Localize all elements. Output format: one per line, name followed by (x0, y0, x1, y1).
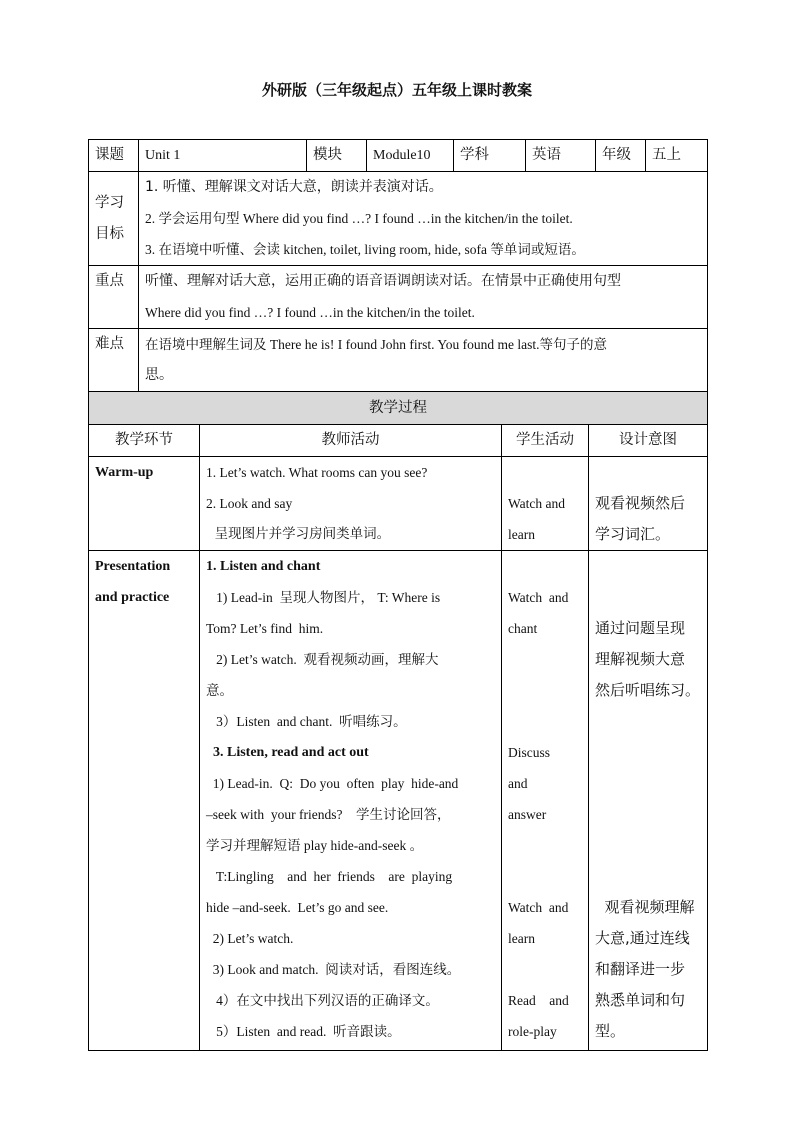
teacher-line: 2. Look and say (206, 496, 293, 511)
intent-line: 通过问题呈现 (595, 619, 686, 637)
focus-content (139, 266, 708, 329)
subject-label: 学科 (454, 140, 526, 172)
grade-value: 五上 (646, 140, 708, 172)
intent-line: 学习词汇。 (595, 525, 671, 543)
presentation-student (502, 551, 589, 1051)
difficulty-line: 在语境中理解生词及 There he is! I found John first. You found me last.等句子的意 (145, 337, 607, 352)
intent-line: 然后听唱练习。 (595, 681, 701, 699)
teacher-line: T:Lingling and her friends are playing (206, 869, 453, 884)
student-line (508, 644, 588, 675)
goal-item: 1. 听懂、理解课文对话大意，朗读并表演对话。 (145, 179, 443, 195)
teacher-line: 学习并理解短语 play hide-and-seek 。 (206, 838, 424, 853)
col-header-teacher: 教师活动 (200, 425, 502, 457)
intent-line (595, 551, 707, 582)
difficulty-line: 思。 (145, 367, 173, 383)
header-row (89, 140, 708, 172)
goals-content (139, 172, 708, 266)
intent-line: 熟悉单词和句 (595, 991, 686, 1009)
module-label: 模块 (307, 140, 367, 172)
intent-line: 观看视频然后 (595, 494, 686, 512)
grade-label: 年级 (596, 140, 646, 172)
teacher-line: Tom? Let’s find him. (206, 621, 324, 636)
student-line (508, 954, 588, 985)
teacher-line: 意。 (206, 683, 233, 698)
col-header-intent: 设计意图 (589, 425, 708, 457)
goals-label-line-1: 学习 (95, 194, 124, 211)
warmup-student (502, 457, 589, 551)
teacher-line: 2) Let’s watch. (206, 931, 294, 946)
stage-label: and practice (95, 590, 170, 605)
presentation-row (89, 551, 708, 1051)
warmup-stage (89, 457, 200, 551)
student-line: Discuss (508, 745, 551, 760)
intent-line (595, 799, 707, 830)
student-line: learn (508, 527, 535, 542)
intent-line: 型。 (595, 1022, 626, 1040)
warmup-row (89, 457, 708, 551)
warmup-teacher (200, 457, 502, 551)
teaching-process-table (88, 391, 708, 1051)
intent-line: 和翻译进一步 (595, 960, 686, 978)
intent-line: 理解视频大意 (595, 650, 686, 668)
student-line: chant (508, 621, 538, 636)
col-header-student: 学生活动 (502, 425, 589, 457)
teacher-line: hide –and-seek. Let’s go and see. (206, 900, 389, 915)
lesson-info-table (88, 139, 708, 392)
process-header-row (89, 425, 708, 457)
student-line: Watch and (508, 590, 569, 605)
goals-label (89, 172, 139, 266)
teacher-line: 1) Lead-in. Q: Do you often play hide-and (206, 776, 459, 791)
goals-label-line-2: 目标 (95, 225, 124, 242)
focus-line: Where did you find …? I found …in the kitchen/in the toilet. (145, 305, 475, 320)
teacher-line: 2) Let’s watch. 观看视频动画，理解大 (206, 652, 439, 667)
document-title: 外研版（三年级起点）五年级上课时教案 (261, 81, 532, 99)
student-line: Watch and (508, 900, 569, 915)
focus-row (89, 266, 708, 329)
teacher-line: 3) Look and match. 阅读对话，看图连线。 (206, 962, 461, 977)
presentation-teacher (200, 551, 502, 1051)
goal-item: 2. 学会运用句型 Where did you find …? I found …in the kitchen/in the toilet. (145, 211, 573, 226)
teacher-line: 5）Listen and read. 听音跟读。 (206, 1024, 401, 1039)
teacher-line: 4）在文中找出下列汉语的正确译文。 (206, 993, 439, 1008)
teacher-line: 1. Let’s watch. What rooms can you see? (206, 465, 428, 480)
col-header-stage: 教学环节 (89, 425, 200, 457)
student-line: and (508, 776, 528, 791)
teacher-line: 3. Listen, read and act out (206, 745, 369, 760)
intent-line (595, 457, 707, 488)
warmup-intent (589, 457, 708, 551)
stage-label: Warm-up (95, 465, 154, 480)
intent-line (595, 861, 707, 892)
difficulty-label: 难点 (89, 329, 139, 392)
student-line: role-play (508, 1024, 557, 1039)
presentation-stage (89, 551, 200, 1051)
student-line: Watch and (508, 496, 566, 511)
student-line: answer (508, 807, 547, 822)
process-banner: 教学过程 (89, 392, 708, 425)
teacher-line: 1) Lead-in 呈现人物图片， T: Where is (206, 590, 441, 605)
intent-line: 大意,通过连线 (595, 929, 690, 947)
difficulty-content (139, 329, 708, 392)
student-line: Read and (508, 993, 569, 1008)
intent-line (595, 706, 707, 737)
teacher-line: 3）Listen and chant. 听唱练习。 (206, 714, 407, 729)
student-line (508, 861, 588, 892)
student-line (508, 830, 588, 861)
teacher-line: –seek with your friends? 学生讨论回答， (206, 807, 451, 822)
student-line (508, 706, 588, 737)
student-line (508, 675, 588, 706)
teacher-line: 呈现图片并学习房间类单词。 (206, 526, 391, 542)
student-line: learn (508, 931, 535, 946)
difficulty-row (89, 329, 708, 392)
intent-line (595, 830, 707, 861)
intent-line (595, 768, 707, 799)
presentation-intent (589, 551, 708, 1051)
intent-line: 观看视频理解 (595, 898, 695, 916)
teacher-line: 1. Listen and chant (206, 559, 321, 574)
topic-value: Unit 1 (139, 140, 307, 172)
process-banner-row (89, 392, 708, 425)
intent-line (595, 737, 707, 768)
intent-line (595, 582, 707, 613)
goals-row (89, 172, 708, 266)
stage-label: Presentation (95, 559, 171, 574)
focus-line: 听懂、理解对话大意，运用正确的语音语调朗读对话。在情景中正确使用句型 (145, 273, 621, 289)
goal-item: 3. 在语境中听懂、会读 kitchen, toilet, living room, hide, sofa 等单词或短语。 (145, 242, 585, 257)
student-line (508, 551, 588, 582)
topic-label: 课题 (89, 140, 139, 172)
module-value: Module10 (367, 140, 454, 172)
student-line (508, 457, 588, 488)
subject-value: 英语 (526, 140, 596, 172)
focus-label: 重点 (89, 266, 139, 329)
